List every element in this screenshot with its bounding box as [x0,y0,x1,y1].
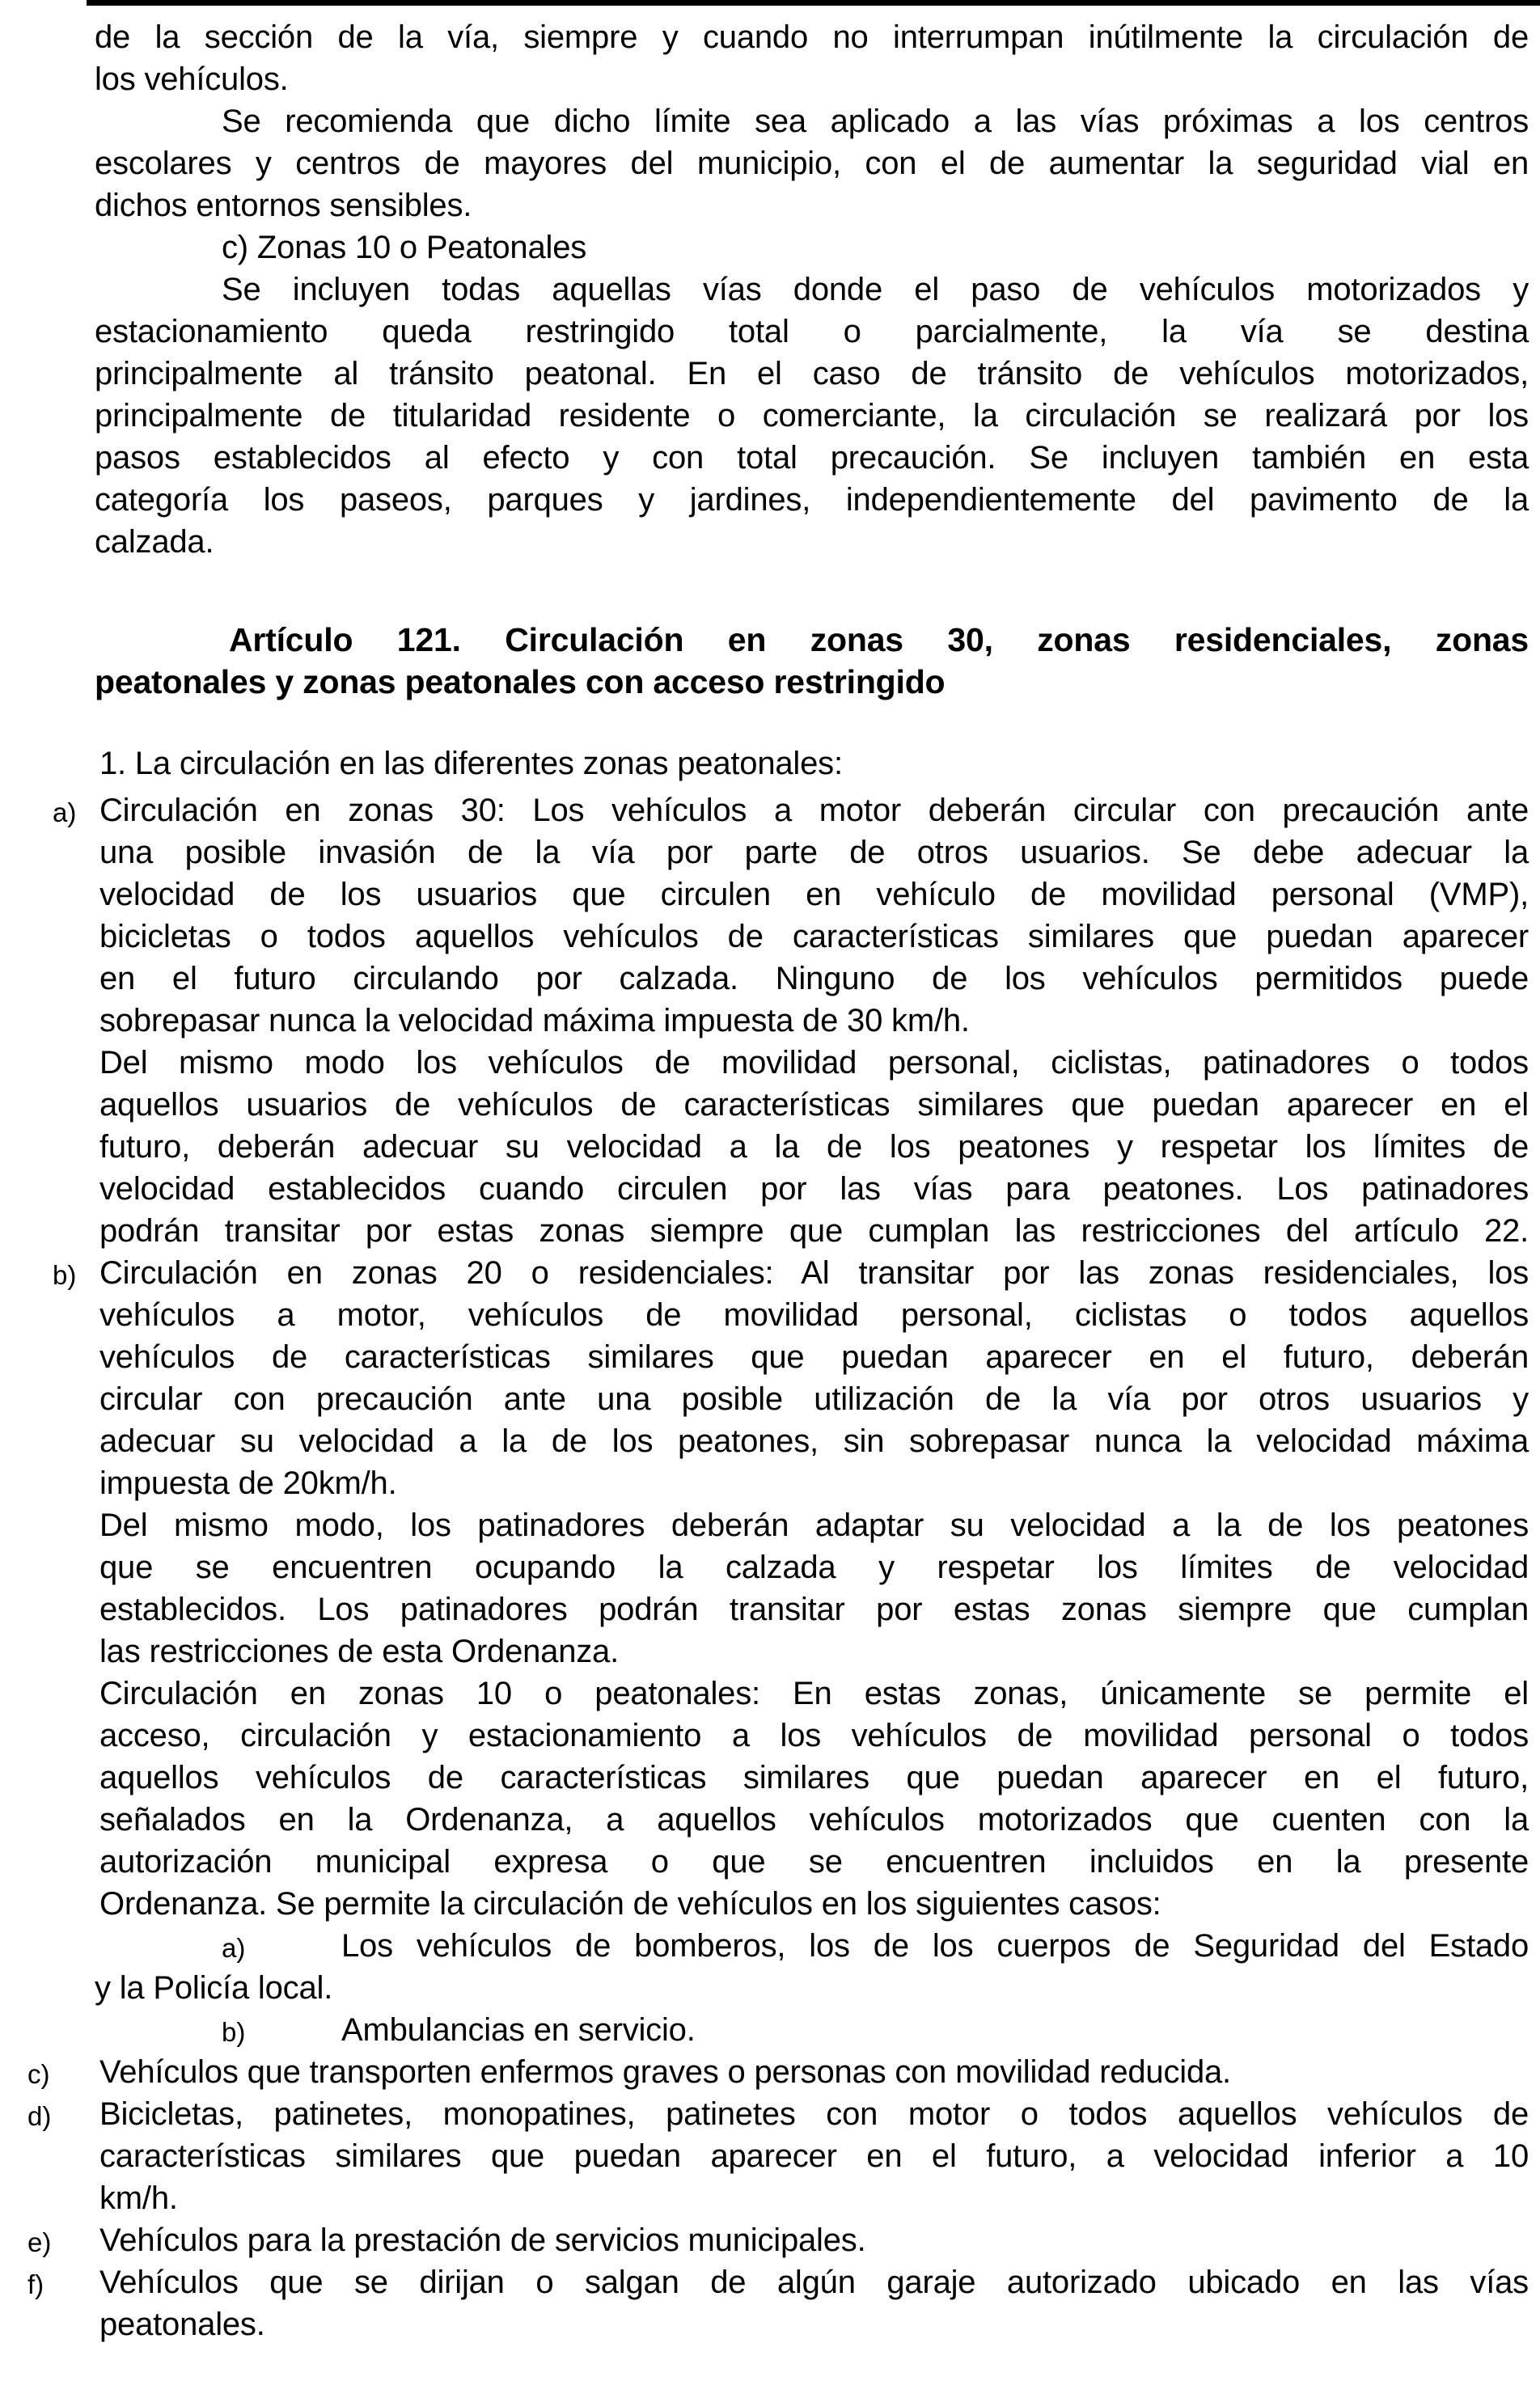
text-line [95,58,1529,100]
document-body [28,16,1529,2345]
text-line [28,2219,1529,2261]
text-line [95,1504,1529,1546]
text-line [28,2093,1529,2135]
line-text: Vehículos que se dirijan o salgan de algún garaje autorizado ubicado en las vías [99,2265,1529,2300]
line-text: que se encuentren ocupando la calzada y respetar los límites de velocidad [99,1550,1529,1585]
text-line [95,1841,1529,1883]
text-line [95,437,1529,479]
list-item-c [28,2051,1529,2093]
list-item-e [28,2219,1529,2261]
line-text: establecidos. Los patinadores podrán transitar por estas zonas siempre que cumplan [99,1592,1529,1627]
text-line [95,521,1529,563]
list-marker: b) [222,2017,246,2047]
text-line [95,2303,1529,2345]
intro-paragraph-3 [95,269,1529,563]
list-item-d [28,2093,1529,2219]
text-line [95,100,1529,142]
line-text: características similares que puedan aparecer en el futuro, a velocidad inferior a 10 [99,2138,1529,2174]
line-text: Ordenanza. Se permite la circulación de vehículos en los siguientes casos: [99,1886,1161,1922]
text-line [95,353,1529,395]
line-text: Del mismo modo, los patinadores deberán adaptar su velocidad a la de los peatones [99,1508,1529,1543]
line-text: acceso, circulación y estacionamiento a los vehículos de movilidad personal o todos [99,1718,1529,1753]
line-text: en el futuro circulando por calzada. Ninguno de los vehículos permitidos puede [99,961,1529,996]
numbered-intro [95,742,1529,785]
text-line [95,1378,1529,1420]
line-text: principalmente al tránsito peatonal. En el caso de tránsito de vehículos motorizados, [95,356,1529,391]
text-line [95,2177,1529,2219]
line-text: c) Zonas 10 o Peatonales [222,230,587,265]
line-text: calzada. [95,524,214,560]
scan-artifact-bar [87,0,1540,6]
list-marker: d) [28,2101,52,2131]
text-line [95,831,1529,873]
text-line [95,395,1529,437]
sub-item-a [95,1925,1529,2009]
line-text: Circulación en zonas 30: Los vehículos a motor deberán circular con precaución ante [99,793,1529,828]
line-text: pasos establecidos al efecto y con total precaución. Se incluyen también en esta [95,440,1529,476]
text-line [95,311,1529,353]
text-line [95,873,1529,916]
line-text: vehículos a motor, vehículos de movilidad personal, ciclistas o todos aquellos [99,1297,1529,1333]
list-marker: f) [28,2269,44,2299]
text-line [28,2261,1529,2303]
line-text: Se recomienda que dicho límite sea aplicado a las vías próximas a los centros [222,104,1529,139]
list-item-f [28,2261,1529,2345]
text-line [95,1210,1529,1252]
text-line [95,1630,1529,1673]
text-line [95,1715,1529,1757]
zonas-10-subheading [95,226,1529,269]
line-text: futuro, deberán adecuar su velocidad a la de los peatones y respetar los límites de [99,1129,1529,1165]
line-text: km/h. [99,2180,178,2216]
text-line [53,789,1529,831]
text-line [95,1084,1529,1126]
line-text: los vehículos. [95,61,289,97]
text-line [95,1294,1529,1336]
intro-paragraph-2 [95,100,1529,226]
line-text: impuesta de 20km/h. [99,1465,397,1501]
text-line [95,1799,1529,1841]
text-line [28,2051,1529,2093]
list-marker: a) [222,1933,246,1963]
line-text: autorización municipal expresa o que se encuentren incluidos en la presente [99,1844,1529,1880]
line-text: velocidad de los usuarios que circulen en vehículo de movilidad personal (VMP), [99,877,1529,912]
text-line [95,1925,1529,1967]
text-line [95,1336,1529,1378]
text-line [95,1126,1529,1168]
article-heading [95,619,1529,703]
line-text: Circulación en zonas 10 o peatonales: En estas zonas, únicamente se permite el [99,1676,1529,1711]
line-text: una posible invasión de la vía por parte de otros usuarios. Se debe adecuar la [99,835,1529,870]
text-line [95,1883,1529,1925]
list-marker: b) [53,1260,77,1290]
text-line [95,142,1529,184]
text-line [95,226,1529,269]
list-marker: a) [53,797,77,827]
line-text: Se incluyen todas aquellas vías donde el paso de vehículos motorizados y [222,272,1529,307]
line-text: Vehículos para la prestación de servicios municipales. [99,2222,866,2258]
line-text: bicicletas o todos aquellos vehículos de características similares que puedan aparecer [99,919,1529,954]
line-text: escolares y centros de mayores del municipio, con el de aumentar la seguridad vial en [95,146,1529,181]
line-text: señalados en la Ordenanza, a aquellos vehículos motorizados que cuenten con la [99,1802,1529,1838]
text-line [95,916,1529,958]
text-line [95,1000,1529,1042]
text-line [95,2135,1529,2177]
line-text: sobrepasar nunca la velocidad máxima impuesta de 30 km/h. [99,1003,970,1038]
line-text: de la sección de la vía, siempre y cuando no interrumpan inútilmente la circulación de [95,19,1529,55]
text-line [95,742,1529,785]
text-line [95,661,1529,703]
text-line [95,1757,1529,1799]
line-text: Artículo 121. Circulación en zonas 30, zonas residenciales, zonas [229,621,1529,658]
text-line [95,958,1529,1000]
text-line [95,1588,1529,1630]
line-text: Vehículos que transporten enfermos graves o personas con movilidad reducida. [99,2054,1231,2090]
text-line [95,1546,1529,1588]
text-line [95,1462,1529,1504]
text-line [95,1673,1529,1715]
line-text: principalmente de titularidad residente o comerciante, la circulación se realizará por los [95,398,1529,433]
line-text: vehículos de características similares que puedan aparecer en el futuro, deberán [99,1339,1529,1375]
line-text: circular con precaución ante una posible utilización de la vía por otros usuarios y [99,1381,1529,1417]
list-marker: e) [28,2227,52,2257]
text-line [95,479,1529,521]
text-line [95,16,1529,58]
line-text: 1. La circulación en las diferentes zonas peatonales: [99,746,843,781]
text-line [95,269,1529,311]
line-text: las restricciones de esta Ordenanza. [99,1634,620,1669]
line-text: Del mismo modo los vehículos de movilidad personal, ciclistas, patinadores o todos [99,1045,1529,1081]
intro-paragraph-1 [95,16,1529,100]
line-text: Bicicletas, patinetes, monopatines, patinetes con motor o todos aquellos vehículos de [99,2096,1529,2132]
line-text: aquellos usuarios de vehículos de características similares que puedan aparecer en el [99,1087,1529,1123]
list-item-b [53,1252,1529,1925]
text-line [95,1042,1529,1084]
line-text: aquellos vehículos de características similares que puedan aparecer en el futuro, [99,1760,1529,1795]
line-text: y la Policía local. [95,1970,333,2006]
line-text: adecuar su velocidad a la de los peatones, sin sobrepasar nunca la velocidad máxima [99,1423,1529,1459]
line-text: categoría los paseos, parques y jardines, independientemente del pavimento de la [95,482,1529,518]
list-marker: c) [28,2059,50,2089]
line-text: velocidad establecidos cuando circulen por las vías para peatones. Los patinadores [99,1171,1529,1207]
line-text: Circulación en zonas 20 o residenciales: Al transitar por las zonas residenciales, los [99,1255,1529,1291]
line-text: podrán transitar por estas zonas siempre que cumplan las restricciones del artículo 22. [99,1213,1529,1249]
text-line [95,619,1529,661]
sub-item-b [95,2009,1529,2051]
line-text: Ambulancias en servicio. [341,2012,696,2048]
text-line [53,1252,1529,1294]
text-line [95,1967,1529,2009]
text-line [95,184,1529,226]
line-text: estacionamiento queda restringido total o parcialmente, la vía se destina [95,314,1529,349]
line-text: peatonales y zonas peatonales con acceso restringido [95,663,946,700]
line-text: dichos entornos sensibles. [95,188,472,223]
list-item-a [53,789,1529,1252]
line-text: peatonales. [99,2307,265,2342]
text-line [95,2009,1529,2051]
text-line [95,1168,1529,1210]
text-line [95,1420,1529,1462]
line-text: Los vehículos de bomberos, los de los cuerpos de Seguridad del Estado [341,1928,1529,1964]
